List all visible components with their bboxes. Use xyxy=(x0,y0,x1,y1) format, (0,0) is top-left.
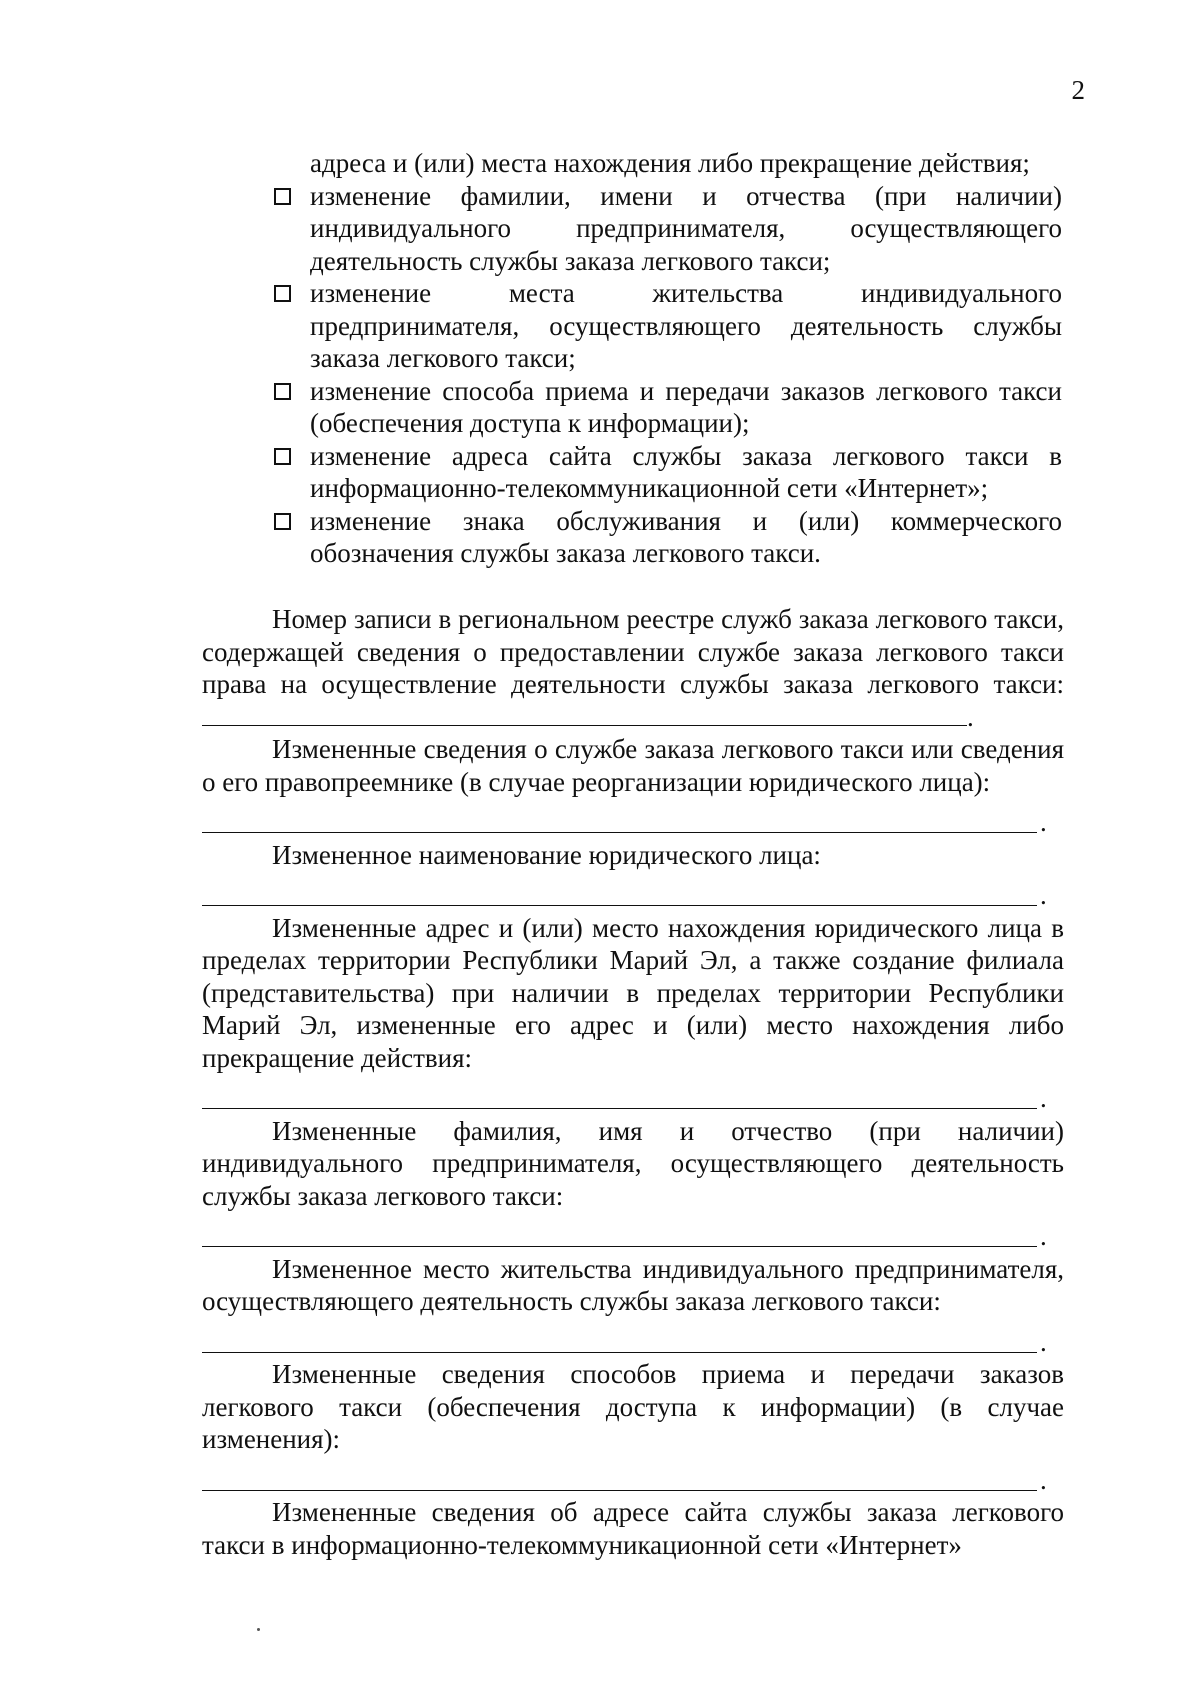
fill-line-end: . xyxy=(1040,807,1047,837)
fill-line xyxy=(202,879,1064,912)
entry-field-residence[interactable] xyxy=(202,1352,1037,1353)
checklist-item xyxy=(270,180,1062,278)
fill-line-end: . xyxy=(1040,1083,1047,1113)
checkbox-square-icon xyxy=(274,285,291,302)
checkbox[interactable] xyxy=(270,505,310,535)
section-label: Измененные адрес и (или) место нахождения юридического лица в пределах территории Республики Марий Эл, а также создание филиала (представительства) при наличии в пределах территории Республики Марий Эл, измененные его адрес и (или) место нахождения либо прекращение действия: xyxy=(202,912,1064,1073)
entry-field-address[interactable] xyxy=(202,1108,1037,1109)
checkbox[interactable] xyxy=(270,440,310,470)
record-number-paragraph xyxy=(202,603,1064,733)
record-number-label: Номер записи в региональном реестре служб заказа легкового такси, содержащей сведения о предоставлении службе заказа легкового такси права на осуществление деятельности службы заказа легкового такси: xyxy=(202,604,1064,699)
section-label: Измененные фамилия, имя и отчество (при наличии) индивидуального предпринимателя, осуществляющего деятельность службы заказа легкового такси: xyxy=(202,1115,1064,1211)
change-type-checklist xyxy=(270,147,1062,570)
fill-line xyxy=(202,1082,1064,1115)
fill-line xyxy=(202,1326,1064,1359)
checkbox[interactable] xyxy=(270,277,310,307)
section-label: Измененное место жительства индивидуального предпринимателя, осуществляющего деятельность службы заказа легкового такси: xyxy=(202,1253,1064,1316)
entry-field-legal-name[interactable] xyxy=(202,905,1037,906)
fill-line-end: . xyxy=(1040,1221,1047,1251)
checkbox-square-icon xyxy=(274,448,291,465)
checkbox[interactable] xyxy=(270,180,310,210)
website-section-label: Измененные сведения об адресе сайта службы заказа легкового такси в информационно-телекоммуникационной сети «Интернет» xyxy=(202,1497,1064,1560)
checklist-item-text: адреса и (или) места нахождения либо прекращение действия; xyxy=(310,148,1030,178)
checkbox-square-icon xyxy=(274,513,291,530)
scan-speck xyxy=(257,1628,260,1631)
section-label: Измененное наименование юридического лица: xyxy=(272,839,821,870)
checkbox-square-icon xyxy=(274,383,291,400)
section-label: Измененные сведения о службе заказа легкового такси или сведения о его правопреемнике (в случае реорганизации юридического лица): xyxy=(202,734,1064,797)
checklist-item-text: изменение знака обслуживания и (или) коммерческого обозначения службы заказа легкового такси. xyxy=(310,505,1062,568)
fill-line-end: . xyxy=(1040,880,1047,910)
fill-line-end: . xyxy=(1040,1326,1047,1357)
checklist-item xyxy=(270,440,1062,505)
entry-field-entrepreneur-name[interactable] xyxy=(202,1246,1037,1247)
record-number-end: . xyxy=(967,701,974,732)
form-body xyxy=(202,603,1064,1561)
checklist-item-text: изменение фамилии, имени и отчества (при наличии) индивидуального предпринимателя, осуществляющего деятельность службы заказа легкового такси; xyxy=(310,180,1062,276)
checkbox-placeholder xyxy=(270,147,310,177)
checkbox-square-icon xyxy=(274,188,291,205)
checklist-item xyxy=(270,505,1062,570)
page-number: 2 xyxy=(1071,75,1085,105)
record-number-field[interactable] xyxy=(202,701,967,726)
checkbox[interactable] xyxy=(270,375,310,405)
entry-field-order-methods[interactable] xyxy=(202,1490,1037,1491)
checklist-item-text: изменение места жительства индивидуального предпринимателя, осуществляющего деятельность службы заказа легкового такси; xyxy=(310,278,1062,373)
checklist-item-continuation xyxy=(270,147,1062,180)
checklist-item-text: изменение способа приема и передачи заказов легкового такси (обеспечения доступа к информации); xyxy=(310,375,1062,438)
checklist-item xyxy=(270,375,1062,440)
fill-line xyxy=(202,806,1064,839)
section-label: Измененные сведения способов приема и передачи заказов легкового такси (обеспечения доступа к информации) (в случае изменения): xyxy=(202,1359,1064,1454)
entry-field-changed-info[interactable] xyxy=(202,832,1037,833)
checklist-item-text: изменение адреса сайта службы заказа легкового такси в информационно-телекоммуникационной сети «Интернет»; xyxy=(310,440,1062,503)
checklist-item xyxy=(270,277,1062,375)
fill-line xyxy=(202,1464,1064,1497)
fill-line-end: . xyxy=(1040,1464,1047,1495)
fill-line xyxy=(202,1220,1064,1253)
